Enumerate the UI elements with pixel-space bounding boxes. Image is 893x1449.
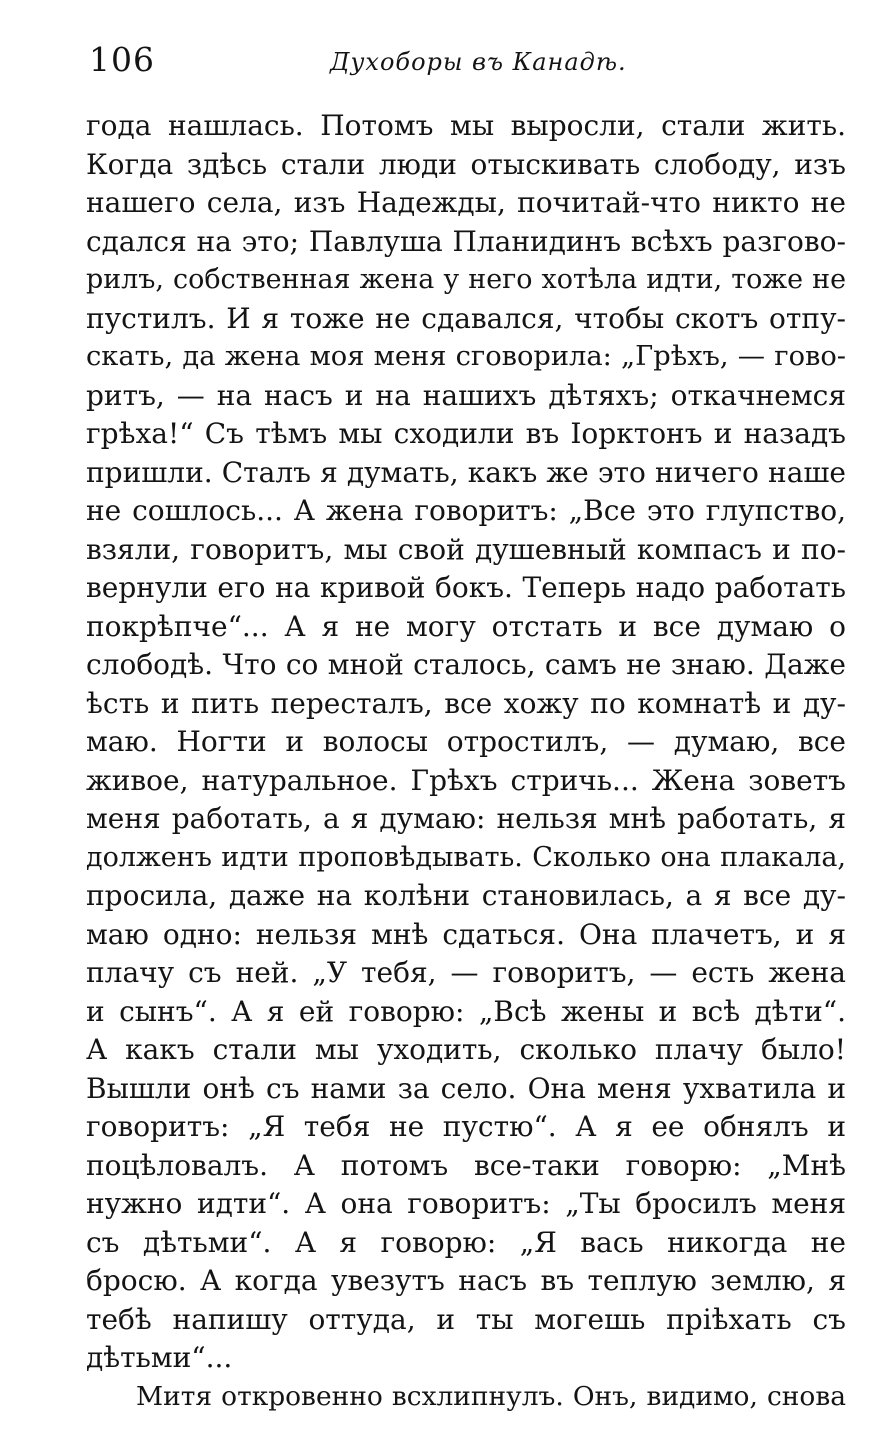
paragraph: [86, 1378, 846, 1417]
text-line: Когда здѣсь стали люди отыскивать слободу, изъ: [86, 147, 846, 181]
text-line: долженъ идти проповѣдывать. Сколько она плакала,: [86, 841, 846, 873]
text-line: покрѣпче“... А я не могу отстать и все думаю о: [86, 609, 846, 643]
text-line: тебѣ напишу оттуда, и ты могешь пріѣхать съ: [86, 1302, 846, 1336]
text-line: маю. Ногти и волосы отростилъ, — думаю, все: [86, 725, 846, 758]
text-line: года нашлась. Потомъ мы выросли, стали жить.: [86, 109, 846, 142]
text-line: Митя откровенно всхлипнулъ. Онъ, видимо, снова: [136, 1380, 846, 1412]
text-line: съ дѣтьми“. А я говорю: „Я вась никогда не: [86, 1225, 846, 1259]
body-text: [86, 107, 846, 1416]
text-line: скать, да жена моя меня сговорила: „Грѣхъ, — гово-: [86, 341, 846, 372]
text-line: не сошлось... А жена говоритъ: „Все это глупство,: [86, 494, 846, 527]
text-line: рилъ, собственная жена у него хотѣла идти, тоже не: [86, 264, 846, 295]
text-line: взяли, говоритъ, мы свой душевный компасъ и по-: [86, 532, 846, 566]
text-line: пустилъ. И я тоже не сдавался, чтобы скотъ отпу-: [86, 301, 846, 335]
text-line: ѣсть и пить пересталъ, все хожу по комнатѣ и ду-: [86, 686, 846, 720]
text-line: нашего села, изъ Надежды, почитай-что никто не: [86, 186, 846, 219]
text-line: поцѣловалъ. А потомъ все-таки говорю: „Мнѣ: [86, 1148, 846, 1182]
paragraph: [86, 107, 846, 1378]
text-line: слободѣ. Что со мной сталось, самъ не знаю. Даже: [86, 648, 846, 681]
text-line: и сынъ“. А я ей говорю: „Всѣ жены и всѣ дѣти“.: [86, 994, 846, 1028]
text-line: маю одно: нельзя мнѣ сдаться. Она плачетъ, и я: [86, 917, 846, 951]
page-number: 106: [89, 40, 155, 79]
text-line: пришли. Сталъ я думать, какъ же это ничего наше: [86, 455, 846, 489]
text-line: меня работать, а я думаю: нельзя мнѣ работать, я: [86, 802, 846, 835]
text-line: бросю. А когда увезутъ насъ въ теплую землю, я: [86, 1264, 846, 1297]
text-line: говоритъ: „Я тебя не пустю“. А я ее обнялъ и: [86, 1110, 846, 1143]
text-line: дѣтьми“...: [86, 1341, 233, 1374]
text-line: сдался на это; Павлуша Планидинъ всѣхъ разгово-: [86, 224, 846, 258]
text-line: вернули его на кривой бокъ. Теперь надо работать: [86, 571, 846, 604]
text-line: плачу съ ней. „У тебя, — говоритъ, — есть жена: [86, 956, 846, 989]
text-line: грѣха!“ Съ тѣмъ мы сходили въ Іорктонъ и назадъ: [86, 417, 846, 450]
text-line: живое, натуральное. Грѣхъ стричь... Жена зоветъ: [86, 763, 846, 797]
text-line: просила, даже на колѣни становилась, а я все ду-: [86, 879, 846, 912]
text-line: Вышли онѣ съ нами за село. Она меня ухватила и: [86, 1071, 846, 1105]
text-line: ритъ, — на насъ и на нашихъ дѣтяхъ; откачнемся: [86, 378, 846, 412]
running-title: Духоборы въ Канадѣ.: [330, 48, 627, 76]
text-line: А какъ стали мы уходить, сколько плачу было!: [86, 1033, 846, 1066]
text-line: нужно идти“. А она говоритъ: „Ты бросилъ меня: [86, 1187, 846, 1220]
